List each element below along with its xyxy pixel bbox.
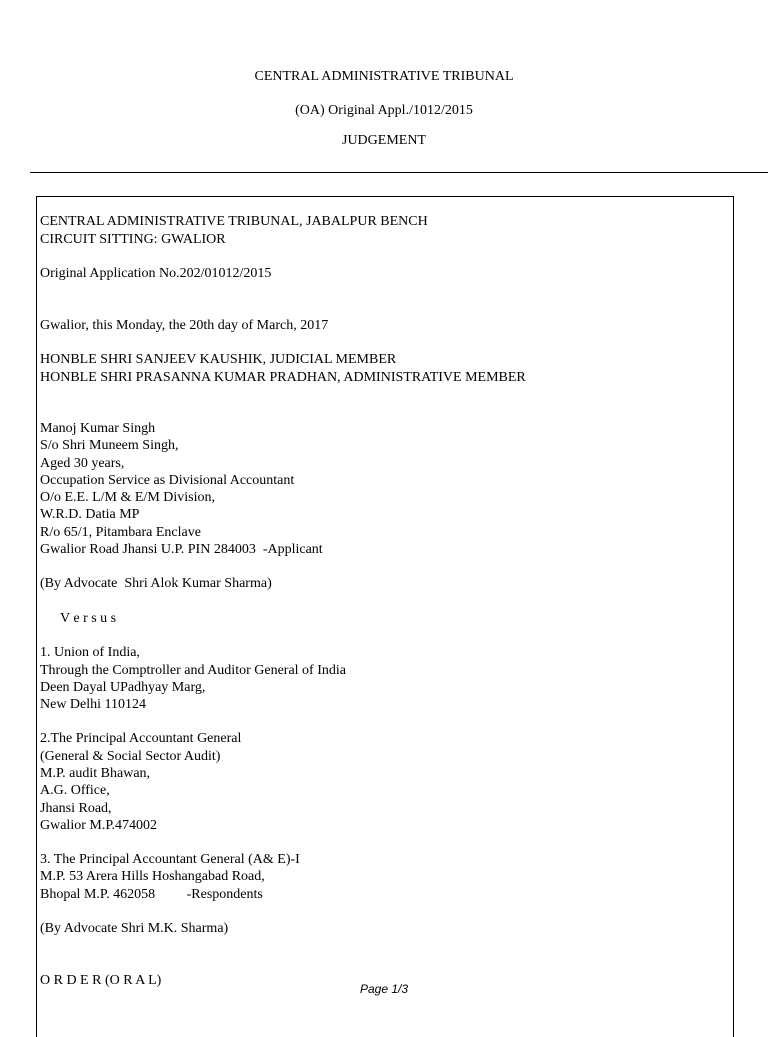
case-reference: (OA) Original Appl./1012/2015: [295, 103, 473, 118]
coram-administrative-member: HONBLE SHRI PRASANNA KUMAR PRADHAN, ADMINISTRATIVE MEMBER: [40, 370, 526, 385]
respondent-3-line: 3. The Principal Accountant General (A& E)-I: [40, 852, 300, 867]
respondent-advocate: (By Advocate Shri M.K. Sharma): [40, 921, 229, 936]
applicant-line: Manoj Kumar Singh: [40, 421, 156, 436]
respondent-1-line: 1. Union of India,: [40, 645, 140, 660]
respondent-1-line: Deen Dayal UPadhyay Marg,: [40, 680, 206, 695]
applicant-line: Occupation Service as Divisional Accountant: [40, 473, 295, 488]
respondent-3-line: Bhopal M.P. 462058 -Respondents: [40, 887, 263, 902]
page-number: Page 1/3: [359, 982, 409, 996]
application-number: Original Application No.202/01012/2015: [40, 266, 272, 281]
applicant-line: O/o E.E. L/M & E/M Division,: [40, 490, 215, 505]
applicant-line: W.R.D. Datia MP: [40, 507, 140, 522]
respondent-1-line: Through the Comptroller and Auditor General of India: [40, 663, 346, 678]
applicant-advocate: (By Advocate Shri Alok Kumar Sharma): [40, 576, 272, 591]
respondent-3-line: M.P. 53 Arera Hills Hoshangabad Road,: [40, 869, 265, 884]
applicant-line: R/o 65/1, Pitambara Enclave: [40, 525, 201, 540]
applicant-line: S/o Shri Muneem Singh,: [40, 438, 179, 453]
respondent-1-line: New Delhi 110124: [40, 697, 147, 712]
circuit-sitting: CIRCUIT SITTING: GWALIOR: [40, 232, 226, 247]
respondent-2-line: M.P. audit Bhawan,: [40, 766, 151, 781]
respondent-2-line: Jhansi Road,: [40, 801, 112, 816]
respondent-2-line: 2.The Principal Accountant General: [40, 731, 242, 746]
date-line: Gwalior, this Monday, the 20th day of March, 2017: [40, 318, 329, 333]
respondent-2-line: (General & Social Sector Audit): [40, 749, 221, 764]
versus-heading: V e r s u s: [60, 611, 117, 626]
applicant-line: Gwalior Road Jhansi U.P. PIN 284003 -Applicant: [40, 542, 323, 557]
document-title: CENTRAL ADMINISTRATIVE TRIBUNAL: [254, 69, 514, 84]
respondent-2-line: A.G. Office,: [40, 783, 110, 798]
tribunal-name: CENTRAL ADMINISTRATIVE TRIBUNAL, JABALPUR BENCH: [40, 214, 428, 229]
applicant-line: Aged 30 years,: [40, 456, 125, 471]
order-heading: O R D E R (O R A L): [40, 973, 162, 988]
header-divider: [30, 172, 768, 173]
respondent-2-line: Gwalior M.P.474002: [40, 818, 158, 833]
coram-judicial-member: HONBLE SHRI SANJEEV KAUSHIK, JUDICIAL MEMBER: [40, 352, 397, 367]
judgement-heading: JUDGEMENT: [342, 133, 426, 148]
